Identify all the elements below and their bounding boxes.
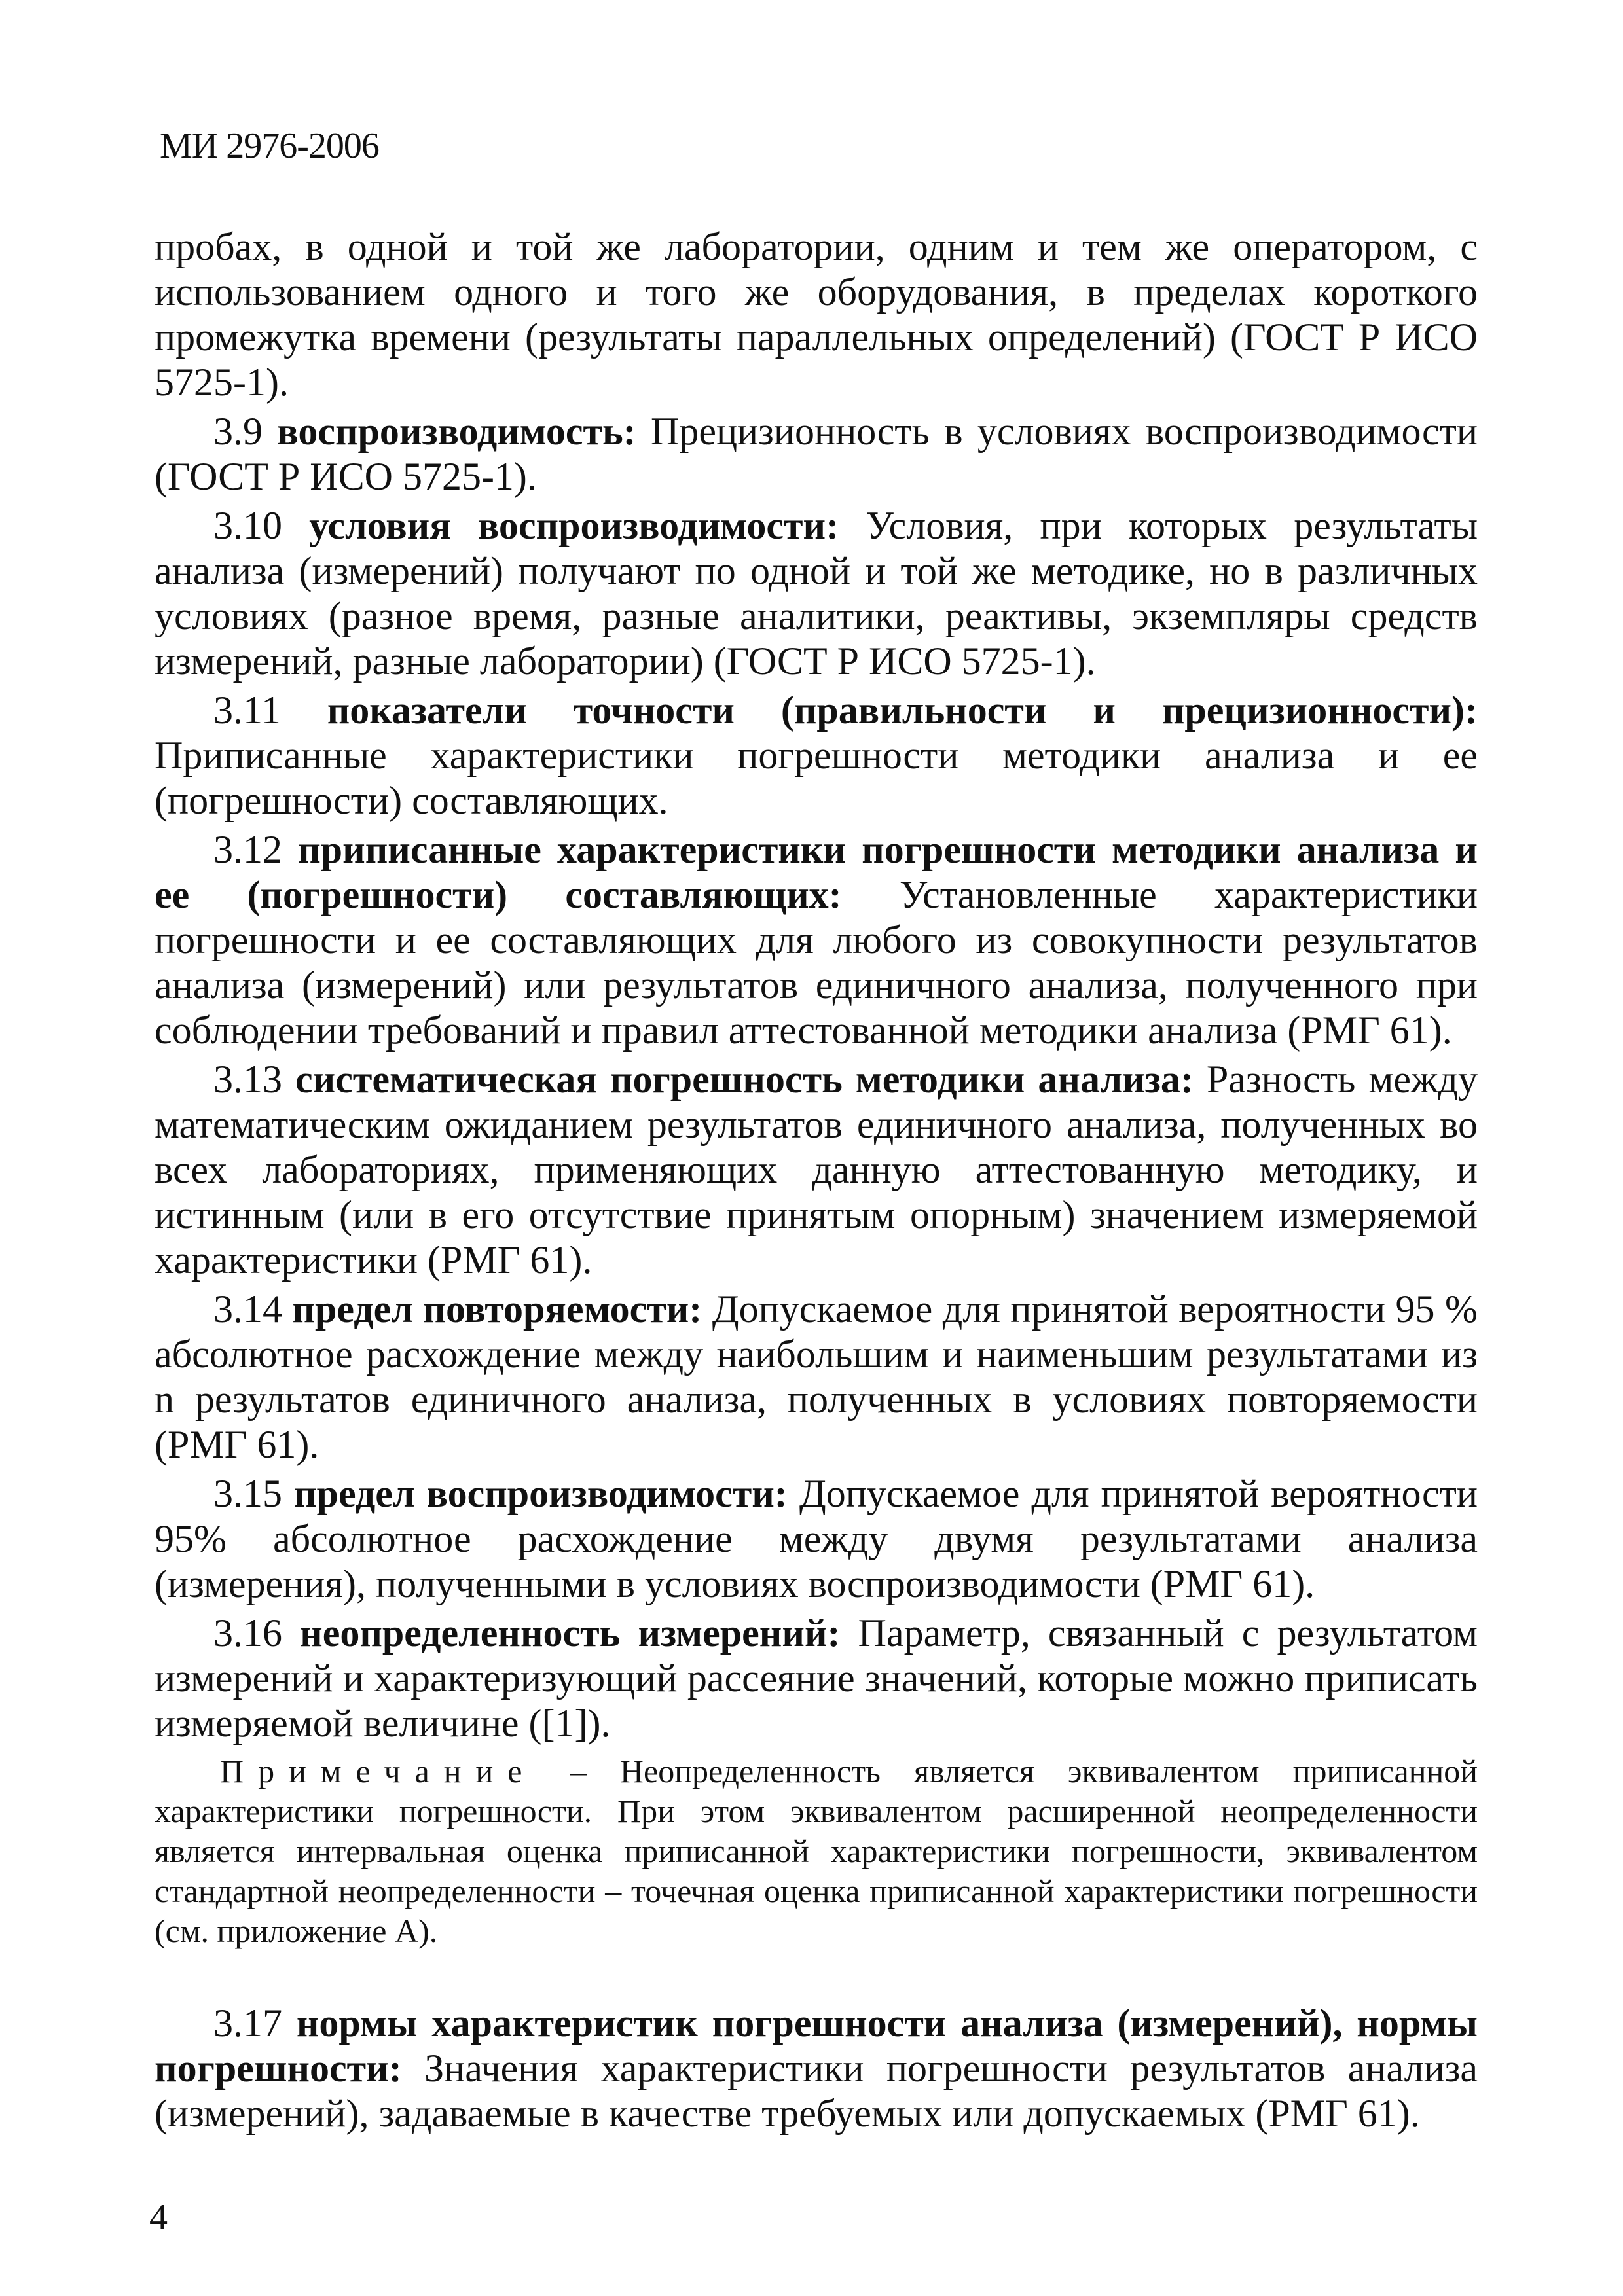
term-definition: Допускаемое для принятой вероятности 95% абсолютное расхождение между двумя результатами анализа (измерения), полученными в условиях воспроизводимости (РМГ 61). xyxy=(155,1472,1478,1605)
term-definition: Разность между математическим ожиданием результатов единичного анализа, полученных во всех лабораториях, применяющих данную аттестованную методику, и истинным (или в его отсутствие принятым опорным) значением измеряемой характеристики (РМГ 61). xyxy=(155,1058,1478,1282)
term-definition: Параметр, связанный с результатом измерений и характеризующий рассеяние значений, которые можно приписать измеряемой величине ([1]). xyxy=(155,1611,1478,1745)
term-definition: Приписанные характеристики погрешности методики анализа и ее (погрешности) составляющих. xyxy=(155,734,1478,822)
term-number: 3.10 xyxy=(213,504,282,547)
term-3-9 xyxy=(155,409,1478,499)
spacer xyxy=(155,1951,1478,1997)
term-title: воспроизводимость: xyxy=(277,410,636,453)
term-number: 3.12 xyxy=(213,828,282,871)
term-3-13 xyxy=(155,1057,1478,1283)
term-3-12 xyxy=(155,827,1478,1053)
term-3-14 xyxy=(155,1287,1478,1467)
term-3-10 xyxy=(155,503,1478,684)
term-3-17 xyxy=(155,2001,1478,2136)
term-definition: Допускаемое для принятой вероятности 95 % абсолютное расхождение между наибольшим и наименьшим результатами из n результатов единичного анализа, полученных в условиях повторяемости (РМГ 61). xyxy=(155,1287,1478,1466)
term-title: систематическая погрешность методики анализа: xyxy=(295,1058,1194,1101)
term-title: предел повторяемости: xyxy=(292,1287,702,1331)
term-definition: Установленные характеристики погрешности и ее составляющих для любого из совокупности результатов анализа (измерений) или результатов единичного анализа, полученного при соблюдении требований и правил аттестованной методики анализа (РМГ 61). xyxy=(155,873,1478,1052)
document-code: МИ 2976-2006 xyxy=(160,126,379,166)
term-title: приписанные характеристики погрешности методики анализа и ее (погрешности) составляющих: xyxy=(155,828,1478,916)
note-label: Примечание xyxy=(220,1753,537,1789)
term-title: нормы характеристик погрешности анализа (измерений), нормы погрешности: xyxy=(155,2001,1478,2090)
term-title: неопределенность измерений: xyxy=(300,1611,841,1655)
term-3-11 xyxy=(155,688,1478,823)
term-title: показатели точности (правильности и прецизионности): xyxy=(327,689,1478,732)
term-title: предел воспроизводимости: xyxy=(294,1472,788,1515)
term-number: 3.15 xyxy=(213,1472,282,1515)
note-text: – Неопределенность является эквивалентом приписанной характеристики погрешности. При этом эквивалентом расширенной неопределенности является интервальная оценка приписанной характеристики погрешности, эквивалентом стандартной неопределенности – точечная оценка приписанной характеристики погрешности (см. приложение А). xyxy=(155,1753,1478,1949)
term-number: 3.17 xyxy=(213,2001,282,2045)
term-definition: Прецизионность в условиях воспроизводимости (ГОСТ Р ИСО 5725-1). xyxy=(155,410,1478,498)
term-number: 3.14 xyxy=(213,1287,282,1331)
term-number: 3.9 xyxy=(213,410,263,453)
term-3-16 xyxy=(155,1611,1478,1746)
document-body xyxy=(155,224,1478,2136)
term-3-15 xyxy=(155,1471,1478,1607)
term-definition: Условия, при которых результаты анализа (измерений) получают по одной и той же методике, но в различных условиях (разное время, разные аналитики, реактивы, экземпляры средств измерений, разные лаборатории) (ГОСТ Р ИСО 5725-1). xyxy=(155,504,1478,683)
page-number: 4 xyxy=(149,2197,168,2238)
intro-paragraph: пробах, в одной и той же лаборатории, одним и тем же оператором, с использованием одного и того же оборудования, в пределах короткого промежутка времени (результаты параллельных определений) (ГОСТ Р ИСО 5725-1). xyxy=(155,225,1478,404)
term-number: 3.16 xyxy=(213,1611,282,1655)
note-paragraph xyxy=(155,1751,1478,1951)
term-number: 3.13 xyxy=(213,1058,282,1101)
term-number: 3.11 xyxy=(213,689,281,732)
term-title: условия воспроизводимости: xyxy=(309,504,839,547)
term-definition: Значения характеристики погрешности результатов анализа (измерений), задаваемые в качестве требуемых или допускаемых (РМГ 61). xyxy=(155,2047,1478,2135)
